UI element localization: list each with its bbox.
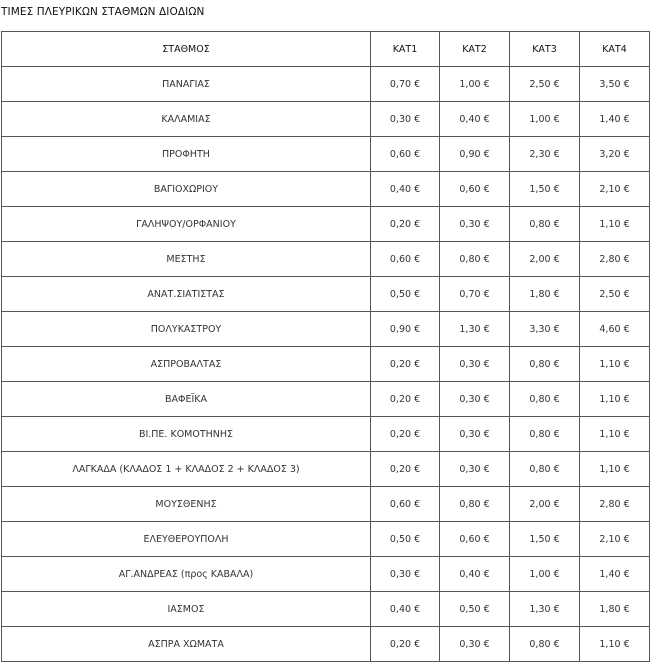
- cat3-price-cell: 1,30 €: [510, 592, 580, 627]
- cat4-price-cell: 3,20 €: [580, 137, 650, 172]
- cat4-price-cell: 2,10 €: [580, 522, 650, 557]
- table-row: [2, 172, 650, 207]
- cat4-price-cell: 1,10 €: [580, 452, 650, 487]
- cat1-price-cell: 0,50 €: [371, 277, 440, 312]
- table-row: [2, 627, 650, 662]
- toll-prices-table: [1, 31, 650, 662]
- table-row: [2, 382, 650, 417]
- cat4-price-cell: 1,10 €: [580, 207, 650, 242]
- column-header-cat1: ΚΑΤ1: [371, 32, 440, 67]
- station-cell: ΒΑΦΕΪΚΑ: [2, 382, 371, 417]
- cat4-price-cell: 2,80 €: [580, 242, 650, 277]
- cat2-price-cell: 0,30 €: [440, 452, 510, 487]
- station-cell: ΑΣΠΡΑ ΧΩΜΑΤΑ: [2, 627, 371, 662]
- column-header-cat2: ΚΑΤ2: [440, 32, 510, 67]
- cat2-price-cell: 0,90 €: [440, 137, 510, 172]
- table-header-row: [2, 32, 650, 67]
- cat3-price-cell: 2,00 €: [510, 487, 580, 522]
- cat3-price-cell: 1,80 €: [510, 277, 580, 312]
- cat2-price-cell: 0,40 €: [440, 557, 510, 592]
- cat3-price-cell: 1,50 €: [510, 522, 580, 557]
- cat3-price-cell: 2,00 €: [510, 242, 580, 277]
- table-row: [2, 487, 650, 522]
- cat1-price-cell: 0,20 €: [371, 452, 440, 487]
- column-header-cat4: ΚΑΤ4: [580, 32, 650, 67]
- cat2-price-cell: 0,40 €: [440, 102, 510, 137]
- station-cell: ΑΣΠΡΟΒΑΛΤΑΣ: [2, 347, 371, 382]
- table-row: [2, 592, 650, 627]
- station-cell: ΕΛΕΥΘΕΡΟΥΠΟΛΗ: [2, 522, 371, 557]
- table-body: [2, 67, 650, 662]
- cat1-price-cell: 0,30 €: [371, 102, 440, 137]
- station-cell: ΙΑΣΜΟΣ: [2, 592, 371, 627]
- table-row: [2, 347, 650, 382]
- cat4-price-cell: 2,80 €: [580, 487, 650, 522]
- cat3-price-cell: 0,80 €: [510, 207, 580, 242]
- cat2-price-cell: 1,30 €: [440, 312, 510, 347]
- cat2-price-cell: 0,60 €: [440, 522, 510, 557]
- cat4-price-cell: 1,10 €: [580, 382, 650, 417]
- station-cell: ΒΙ.ΠΕ. ΚΟΜΟΤΗΝΗΣ: [2, 417, 371, 452]
- cat3-price-cell: 0,80 €: [510, 347, 580, 382]
- cat4-price-cell: 1,10 €: [580, 627, 650, 662]
- cat4-price-cell: 3,50 €: [580, 67, 650, 102]
- cat2-price-cell: 0,50 €: [440, 592, 510, 627]
- cat1-price-cell: 0,50 €: [371, 522, 440, 557]
- station-cell: ΚΑΛΑΜΙΑΣ: [2, 102, 371, 137]
- cat2-price-cell: 0,30 €: [440, 382, 510, 417]
- cat2-price-cell: 0,30 €: [440, 627, 510, 662]
- cat1-price-cell: 0,20 €: [371, 207, 440, 242]
- table-row: [2, 207, 650, 242]
- table-row: [2, 67, 650, 102]
- cat2-price-cell: 1,00 €: [440, 67, 510, 102]
- table-row: [2, 417, 650, 452]
- table-row: [2, 277, 650, 312]
- station-cell: ΛΑΓΚΑΔΑ (ΚΛΑΔΟΣ 1 + ΚΛΑΔΟΣ 2 + ΚΛΑΔΟΣ 3): [2, 452, 371, 487]
- table-row: [2, 312, 650, 347]
- cat4-price-cell: 1,80 €: [580, 592, 650, 627]
- station-cell: ΠΑΝΑΓΙΑΣ: [2, 67, 371, 102]
- cat3-price-cell: 2,30 €: [510, 137, 580, 172]
- cat1-price-cell: 0,20 €: [371, 627, 440, 662]
- station-cell: ΒΑΓΙΟΧΩΡΙΟΥ: [2, 172, 371, 207]
- cat4-price-cell: 1,40 €: [580, 557, 650, 592]
- cat4-price-cell: 1,40 €: [580, 102, 650, 137]
- cat1-price-cell: 0,60 €: [371, 487, 440, 522]
- cat3-price-cell: 3,30 €: [510, 312, 580, 347]
- cat1-price-cell: 0,40 €: [371, 592, 440, 627]
- page-title: ΤΙΜΕΣ ΠΛΕΥΡΙΚΩΝ ΣΤΑΘΜΩΝ ΔΙΟΔΙΩΝ: [1, 6, 205, 18]
- station-cell: ΓΑΛΗΨΟΥ/ΟΡΦΑΝΙΟΥ: [2, 207, 371, 242]
- cat1-price-cell: 0,60 €: [371, 137, 440, 172]
- station-cell: ΜΟΥΣΘΕΝΗΣ: [2, 487, 371, 522]
- table-row: [2, 242, 650, 277]
- cat3-price-cell: 0,80 €: [510, 452, 580, 487]
- cat4-price-cell: 1,10 €: [580, 347, 650, 382]
- station-cell: ΠΡΟΦΗΤΗ: [2, 137, 371, 172]
- cat4-price-cell: 4,60 €: [580, 312, 650, 347]
- table-row: [2, 102, 650, 137]
- column-header-station: ΣΤΑΘΜΟΣ: [2, 32, 371, 67]
- table-row: [2, 557, 650, 592]
- cat1-price-cell: 0,90 €: [371, 312, 440, 347]
- station-cell: ΜΕΣΤΗΣ: [2, 242, 371, 277]
- cat1-price-cell: 0,20 €: [371, 382, 440, 417]
- table-row: [2, 137, 650, 172]
- cat4-price-cell: 1,10 €: [580, 417, 650, 452]
- cat3-price-cell: 1,50 €: [510, 172, 580, 207]
- cat3-price-cell: 0,80 €: [510, 627, 580, 662]
- table-row: [2, 522, 650, 557]
- table-row: [2, 452, 650, 487]
- cat1-price-cell: 0,60 €: [371, 242, 440, 277]
- cat1-price-cell: 0,40 €: [371, 172, 440, 207]
- cat1-price-cell: 0,30 €: [371, 557, 440, 592]
- cat1-price-cell: 0,20 €: [371, 417, 440, 452]
- cat3-price-cell: 1,00 €: [510, 557, 580, 592]
- cat3-price-cell: 0,80 €: [510, 417, 580, 452]
- cat1-price-cell: 0,20 €: [371, 347, 440, 382]
- cat2-price-cell: 0,30 €: [440, 417, 510, 452]
- cat2-price-cell: 0,80 €: [440, 487, 510, 522]
- cat4-price-cell: 2,50 €: [580, 277, 650, 312]
- cat1-price-cell: 0,70 €: [371, 67, 440, 102]
- cat3-price-cell: 0,80 €: [510, 382, 580, 417]
- station-cell: ΑΓ.ΑΝΔΡΕΑΣ (προς ΚΑΒΑΛΑ): [2, 557, 371, 592]
- cat4-price-cell: 2,10 €: [580, 172, 650, 207]
- cat3-price-cell: 1,00 €: [510, 102, 580, 137]
- cat3-price-cell: 2,50 €: [510, 67, 580, 102]
- station-cell: ΠΟΛΥΚΑΣΤΡΟΥ: [2, 312, 371, 347]
- cat2-price-cell: 0,80 €: [440, 242, 510, 277]
- cat2-price-cell: 0,70 €: [440, 277, 510, 312]
- column-header-cat3: ΚΑΤ3: [510, 32, 580, 67]
- cat2-price-cell: 0,30 €: [440, 347, 510, 382]
- cat2-price-cell: 0,60 €: [440, 172, 510, 207]
- station-cell: ΑΝΑΤ.ΣΙΑΤΙΣΤΑΣ: [2, 277, 371, 312]
- cat2-price-cell: 0,30 €: [440, 207, 510, 242]
